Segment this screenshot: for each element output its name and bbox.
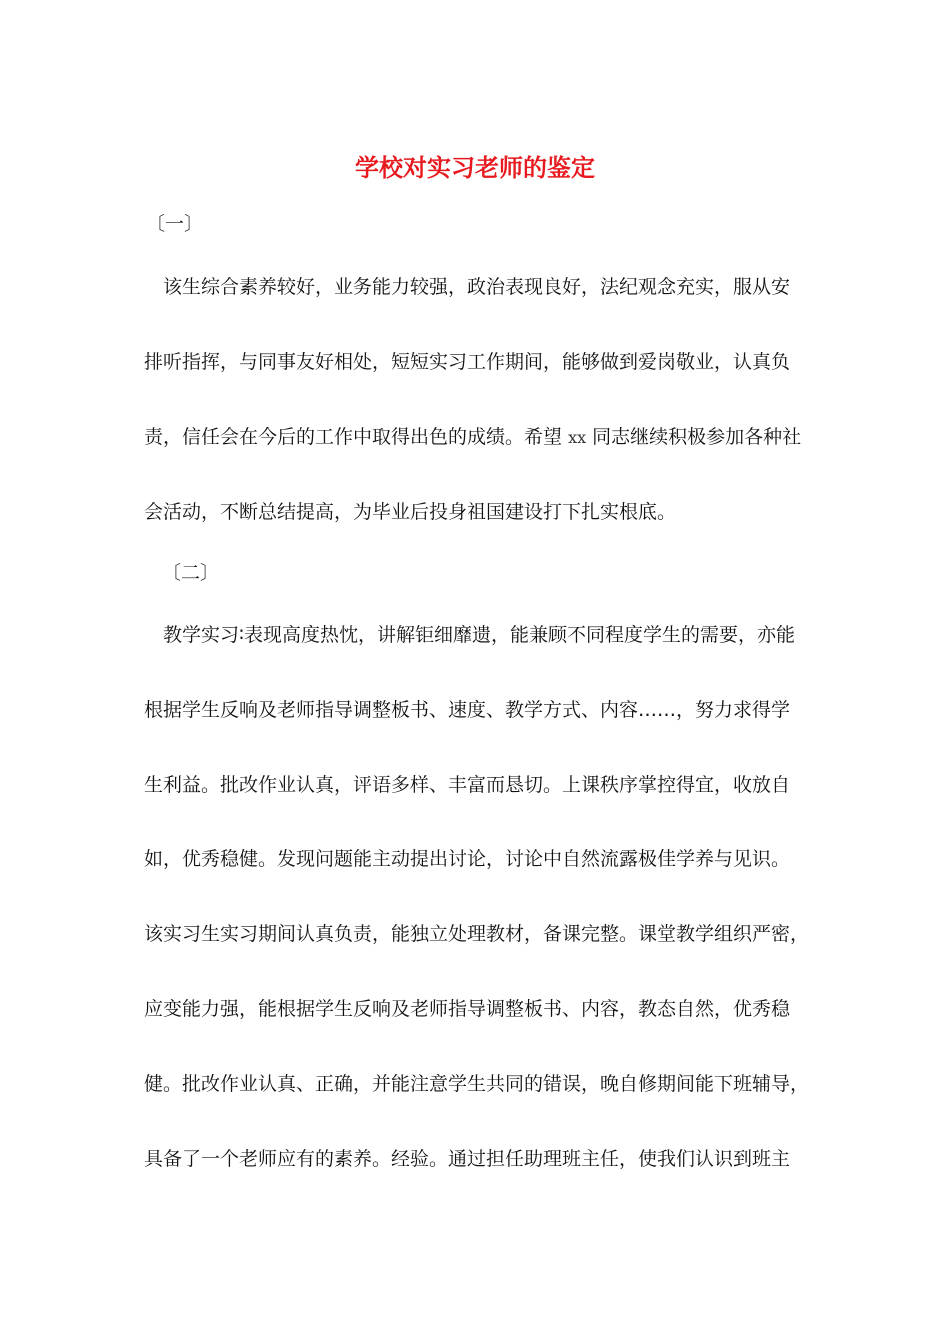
paragraph-line: 该实习生实习期间认真负责，能独立处理教材，备课完整。课堂教学组织严密，	[144, 923, 810, 946]
paragraph-line: 责，信任会在今后的工作中取得出色的成绩。希望 xx 同志继续积极参加各种社	[144, 425, 802, 448]
name-placeholder: xx	[568, 427, 587, 447]
document-title: 学校对实习老师的鉴定	[355, 153, 595, 182]
paragraph-line: 该生综合素养较好，业务能力较强，政治表现良好，法纪观念充实，服从安	[163, 276, 791, 298]
paragraph-line: 会活动，不断总结提高，为毕业后投身祖国建设打下扎实根底。	[144, 501, 677, 524]
paragraph-line: 生利益。批改作业认真，评语多样、丰富而恳切。上课秩序掌控得宜，收放自	[144, 773, 791, 796]
paragraph-line: 应变能力强，能根据学生反响及老师指导调整板书、内容，教态自然，优秀稳	[144, 997, 791, 1020]
paragraph-line: 教学实习∶表现高度热忱，讲解钜细靡遗，能兼顾不同程度学生的需要，亦能	[163, 624, 795, 646]
paragraph-line: 排听指挥，与同事友好相处，短短实习工作期间，能够做到爱岗敬业，认真负	[144, 350, 791, 373]
paragraph-line: 具备了一个老师应有的素养。经验。通过担任助理班主任，使我们认识到班主	[144, 1147, 791, 1170]
section-label-2: 〔二〕	[162, 562, 220, 584]
paragraph-section-2	[144, 598, 808, 1196]
section-label-1: 〔一〕	[146, 213, 204, 235]
paragraph-line: 根据学生反响及老师指导调整板书、速度、教学方式、内容……，努力求得学	[144, 698, 791, 721]
paragraph-line: 健。批改作业认真、正确，并能注意学生共同的错误，晚自修期间能下班辅导，	[144, 1072, 810, 1095]
paragraph-line: 如，优秀稳健。发现问题能主动提出讨论，讨论中自然流露极佳学养与见识。	[144, 848, 791, 871]
paragraph-section-1	[144, 250, 808, 550]
